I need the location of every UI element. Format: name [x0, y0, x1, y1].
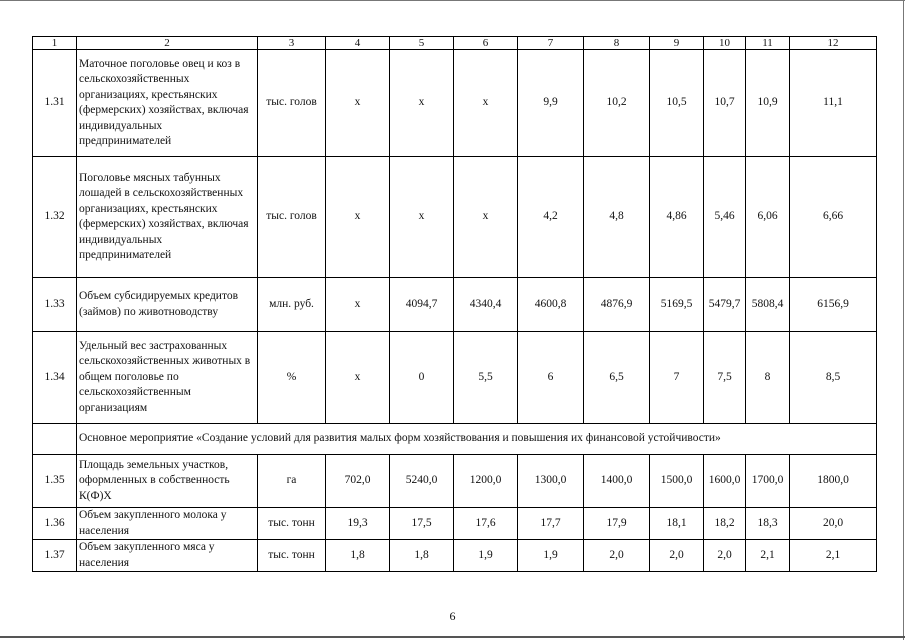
- value-cell: 702,0: [326, 455, 390, 508]
- row-number: 1.31: [33, 50, 77, 157]
- value-cell: 17,6: [454, 508, 518, 540]
- unit-cell: га: [258, 455, 326, 508]
- value-cell: 17,7: [518, 508, 584, 540]
- value-cell: 10,5: [650, 50, 704, 157]
- value-cell: 10,2: [584, 50, 650, 157]
- value-cell: 11,1: [790, 50, 877, 157]
- indicator-name: Площадь земельных участков, оформленных в собственность К(Ф)Х: [77, 455, 258, 508]
- value-cell: 7,5: [704, 332, 746, 424]
- value-cell: 1500,0: [650, 455, 704, 508]
- value-cell: х: [326, 50, 390, 157]
- value-cell: х: [390, 50, 454, 157]
- section-title: Основное мероприятие «Создание условий для развития малых форм хозяйствования и повышения их финансовой устойчивости»: [77, 424, 877, 455]
- table-body: [33, 37, 877, 572]
- document-sheet: [32, 36, 876, 572]
- value-cell: 8,5: [790, 332, 877, 424]
- unit-cell: млн. руб.: [258, 278, 326, 332]
- row-number: 1.35: [33, 455, 77, 508]
- table-row: [33, 332, 877, 424]
- value-cell: 17,5: [390, 508, 454, 540]
- column-number-10: 10: [704, 37, 746, 50]
- column-number-9: 9: [650, 37, 704, 50]
- value-cell: 6,06: [746, 157, 790, 278]
- value-cell: 4,8: [584, 157, 650, 278]
- row-number: 1.34: [33, 332, 77, 424]
- column-number-4: 4: [326, 37, 390, 50]
- value-cell: 0: [390, 332, 454, 424]
- value-cell: 5808,4: [746, 278, 790, 332]
- unit-cell: тыс. тонн: [258, 540, 326, 572]
- indicators-table: [32, 36, 877, 572]
- value-cell: 6,66: [790, 157, 877, 278]
- value-cell: 1700,0: [746, 455, 790, 508]
- unit-cell: тыс. голов: [258, 50, 326, 157]
- value-cell: 2,0: [650, 540, 704, 572]
- page-number: 6: [449, 609, 456, 623]
- value-cell: 18,3: [746, 508, 790, 540]
- section-number-cell: [33, 424, 77, 455]
- value-cell: 1,8: [390, 540, 454, 572]
- column-number-5: 5: [390, 37, 454, 50]
- value-cell: х: [326, 332, 390, 424]
- row-number: 1.36: [33, 508, 77, 540]
- value-cell: 2,1: [790, 540, 877, 572]
- table-row: [33, 455, 877, 508]
- page-right-edge: [903, 0, 904, 640]
- value-cell: 19,3: [326, 508, 390, 540]
- table-row: [33, 50, 877, 157]
- value-cell: 18,2: [704, 508, 746, 540]
- value-cell: 1600,0: [704, 455, 746, 508]
- value-cell: 5,46: [704, 157, 746, 278]
- table-row: [33, 508, 877, 540]
- indicator-name: Объем закупленного мяса у населения: [77, 540, 258, 572]
- value-cell: 20,0: [790, 508, 877, 540]
- value-cell: 5,5: [454, 332, 518, 424]
- value-cell: 1,8: [326, 540, 390, 572]
- value-cell: 9,9: [518, 50, 584, 157]
- row-number: 1.32: [33, 157, 77, 278]
- value-cell: 4600,8: [518, 278, 584, 332]
- value-cell: 1800,0: [790, 455, 877, 508]
- value-cell: 6,5: [584, 332, 650, 424]
- value-cell: х: [326, 157, 390, 278]
- value-cell: 5240,0: [390, 455, 454, 508]
- unit-cell: тыс. тонн: [258, 508, 326, 540]
- table-row: [33, 157, 877, 278]
- column-number-11: 11: [746, 37, 790, 50]
- column-number-1: 1: [33, 37, 77, 50]
- row-number: 1.37: [33, 540, 77, 572]
- indicator-name: Поголовье мясных табунных лошадей в сельскохозяйственных организациях, крестьянских (фермерских) хозяйствах, включая индивидуальных предпринимателей: [77, 157, 258, 278]
- column-number-12: 12: [790, 37, 877, 50]
- value-cell: 4876,9: [584, 278, 650, 332]
- indicator-name: Объем субсидируемых кредитов (займов) по животноводству: [77, 278, 258, 332]
- column-number-6: 6: [454, 37, 518, 50]
- page-top-edge: [0, 0, 905, 1]
- value-cell: х: [454, 157, 518, 278]
- section-row: [33, 424, 877, 455]
- table-row: [33, 540, 877, 572]
- value-cell: 5169,5: [650, 278, 704, 332]
- value-cell: х: [454, 50, 518, 157]
- value-cell: 5479,7: [704, 278, 746, 332]
- indicator-name: Удельный вес застрахованных сельскохозяйственных животных в общем поголовье по сельскохозяйственным организациям: [77, 332, 258, 424]
- column-number-7: 7: [518, 37, 584, 50]
- value-cell: 6: [518, 332, 584, 424]
- value-cell: 1400,0: [584, 455, 650, 508]
- unit-cell: %: [258, 332, 326, 424]
- table-row: [33, 278, 877, 332]
- value-cell: х: [390, 157, 454, 278]
- value-cell: х: [326, 278, 390, 332]
- value-cell: 2,1: [746, 540, 790, 572]
- value-cell: 1200,0: [454, 455, 518, 508]
- indicator-name: Маточное поголовье овец и коз в сельскохозяйственных организациях, крестьянских (фермерских) хозяйствах, включая индивидуальных предпринимателей: [77, 50, 258, 157]
- indicator-name: Объем закупленного молока у населения: [77, 508, 258, 540]
- value-cell: 2,0: [584, 540, 650, 572]
- value-cell: 4,86: [650, 157, 704, 278]
- value-cell: 10,7: [704, 50, 746, 157]
- column-number-8: 8: [584, 37, 650, 50]
- value-cell: 8: [746, 332, 790, 424]
- column-number-2: 2: [77, 37, 258, 50]
- unit-cell: тыс. голов: [258, 157, 326, 278]
- value-cell: 1300,0: [518, 455, 584, 508]
- value-cell: 17,9: [584, 508, 650, 540]
- value-cell: 4,2: [518, 157, 584, 278]
- table-header-row: [33, 37, 877, 50]
- value-cell: 6156,9: [790, 278, 877, 332]
- value-cell: 18,1: [650, 508, 704, 540]
- value-cell: 1,9: [518, 540, 584, 572]
- value-cell: 10,9: [746, 50, 790, 157]
- value-cell: 4340,4: [454, 278, 518, 332]
- value-cell: 2,0: [704, 540, 746, 572]
- value-cell: 1,9: [454, 540, 518, 572]
- value-cell: 7: [650, 332, 704, 424]
- page-bottom-edge: [0, 636, 905, 638]
- column-number-3: 3: [258, 37, 326, 50]
- row-number: 1.33: [33, 278, 77, 332]
- value-cell: 4094,7: [390, 278, 454, 332]
